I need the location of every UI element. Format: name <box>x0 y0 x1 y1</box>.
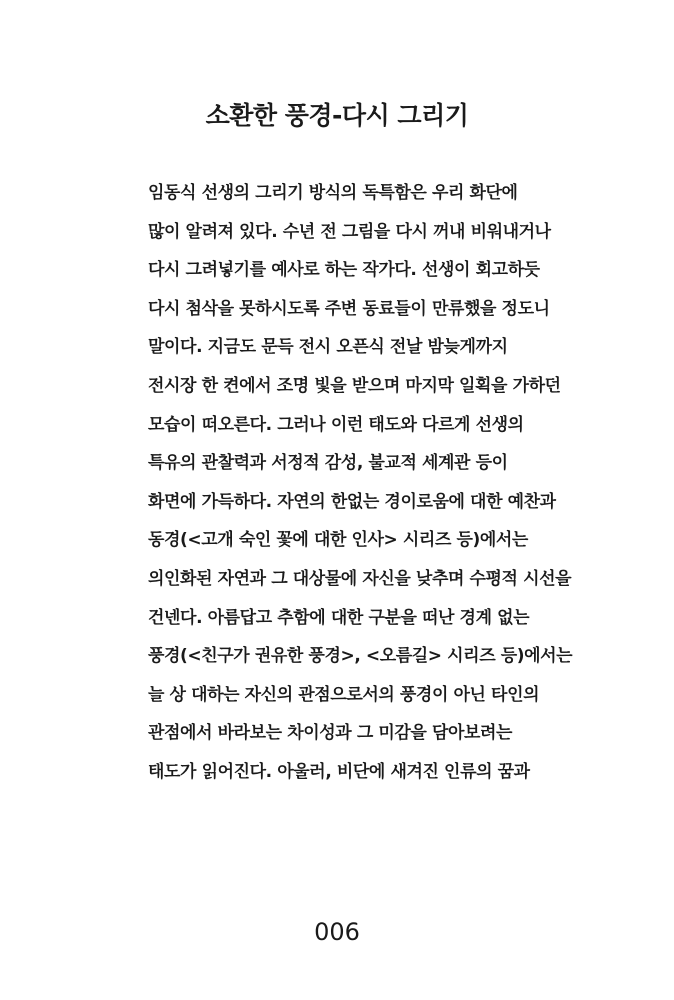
text-line: 모습이 떠오른다. 그러나 이런 태도와 다르게 선생의 <box>148 414 524 435</box>
page-title: 소환한 풍경-다시 그리기 <box>205 101 469 130</box>
text-line: 다시 그려넣기를 예사로 하는 작가다. 선생이 회고하듯 <box>148 260 540 281</box>
text-line: 태도가 읽어진다. 아울러, 비단에 새겨진 인류의 꿈과 <box>148 761 530 782</box>
text-line: 풍경(<친구가 권유한 풍경>, <오름길> 시리즈 등)에서는 <box>148 646 573 667</box>
text-line: 관점에서 바라보는 차이성과 그 미감을 담아보려는 <box>148 723 513 744</box>
text-line: 동경(<고개 숙인 꽃에 대한 인사> 시리즈 등)에서는 <box>148 530 528 551</box>
text-line: 건넨다. 아름답고 추함에 대한 구분을 떠난 경계 없는 <box>148 607 530 628</box>
text-line: 의인화된 자연과 그 대상물에 자신을 낮추며 수평적 시선을 <box>148 568 572 589</box>
body-paragraph <box>148 174 648 792</box>
text-line: 전시장 한 켠에서 조명 빛을 받으며 마지막 일획을 가하던 <box>148 375 561 396</box>
text-line: 특유의 관찰력과 서정적 감성, 불교적 세계관 등이 <box>148 453 508 474</box>
text-line: 많이 알려져 있다. 수년 전 그림을 다시 꺼내 비워내거나 <box>148 221 551 242</box>
text-line: 임동식 선생의 그리기 방식의 독특함은 우리 화단에 <box>148 183 518 203</box>
text-line: 다시 첨삭을 못하시도록 주변 동료들이 만류했을 정도니 <box>148 298 550 319</box>
text-line: 늘 상 대하는 자신의 관점으로서의 풍경이 아닌 타인의 <box>148 684 540 705</box>
text-line: 말이다. 지금도 문득 전시 오픈식 전날 밤늦게까지 <box>148 337 508 358</box>
text-line: 화면에 가득하다. 자연의 한없는 경이로움에 대한 예찬과 <box>148 491 556 512</box>
page-number: 006 <box>314 918 360 946</box>
